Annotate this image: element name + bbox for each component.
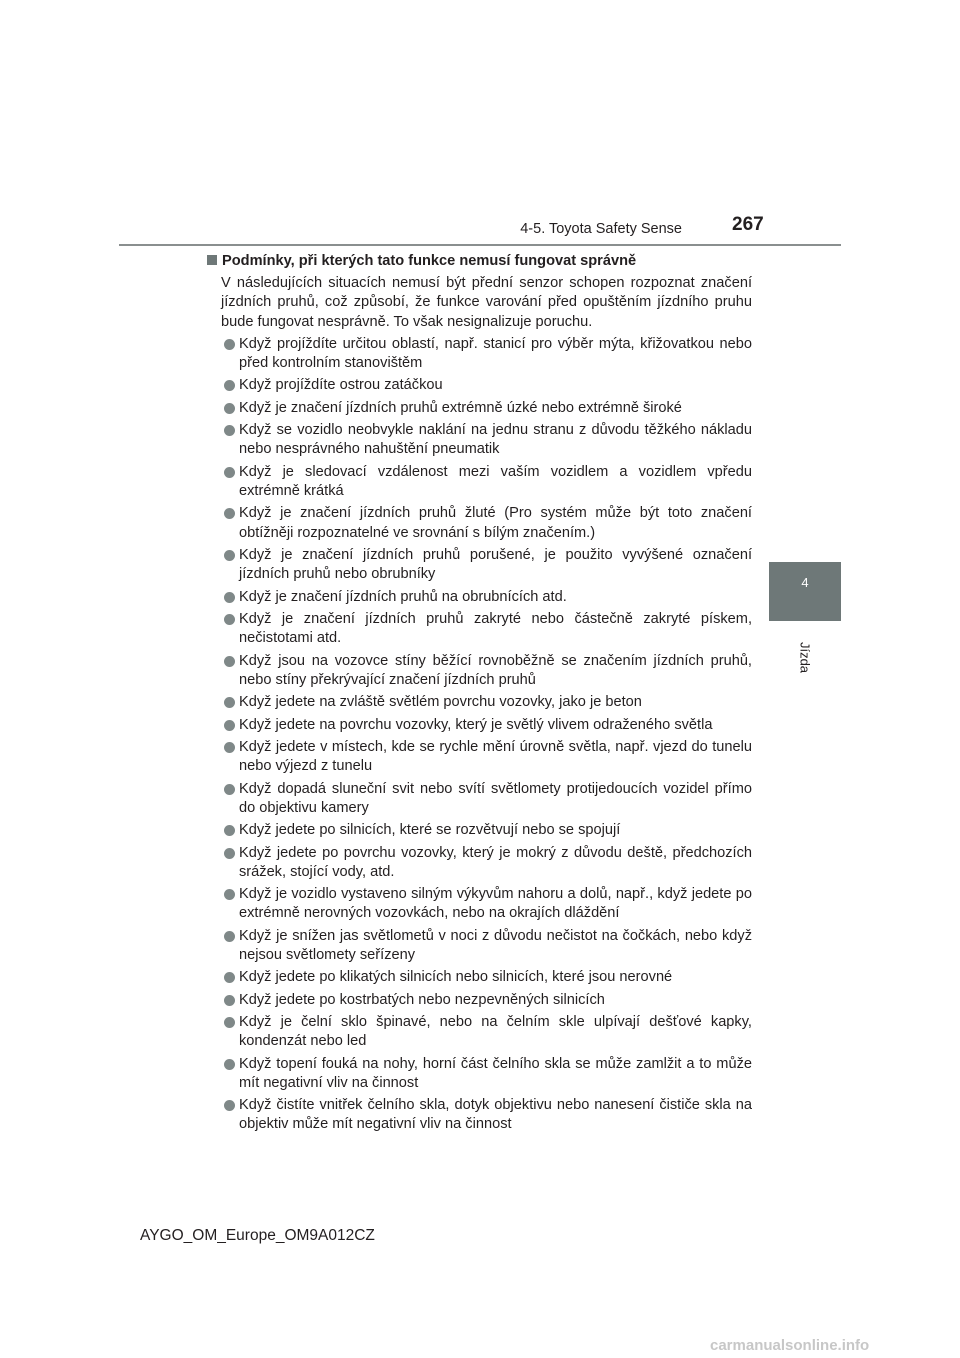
list-item xyxy=(207,504,752,542)
bullet-icon xyxy=(224,889,235,900)
list-item xyxy=(207,335,752,373)
bullet-icon xyxy=(224,403,235,414)
bullet-icon xyxy=(224,656,235,667)
list-item xyxy=(207,693,752,712)
list-item-text: Když jedete po klikatých silnicích nebo silnicích, které jsou nerovné xyxy=(239,969,673,986)
bullet-icon xyxy=(224,550,235,561)
list-item-text: Když jedete na povrchu vozovky, který je světlý vlivem odraženého světla xyxy=(239,716,713,733)
bullet-icon xyxy=(224,467,235,478)
list-item xyxy=(207,738,752,776)
bullet-icon xyxy=(224,825,235,836)
list-item xyxy=(207,844,752,882)
bullet-icon xyxy=(224,972,235,983)
list-item-text: Když jedete na zvláště světlém povrchu vozovky, jako je beton xyxy=(239,694,642,711)
intro-paragraph: V následujících situacích nemusí být přední senzor schopen rozpoznat značení jízdních pruhů, což způsobí, že funkce varování před opuštěním jízdního pruhu bude fungovat nesprávně. To však nesignalizuje poruchu. xyxy=(221,275,752,330)
chapter-tab xyxy=(769,562,841,621)
list-item xyxy=(207,1055,752,1093)
bullet-icon xyxy=(224,742,235,753)
bullet-icon xyxy=(224,592,235,603)
list-item xyxy=(207,588,752,607)
list-item xyxy=(207,421,752,459)
bullet-icon xyxy=(224,339,235,350)
bullet-icon xyxy=(224,425,235,436)
list-item xyxy=(207,716,752,735)
running-header: 4-5. Toyota Safety Sense xyxy=(520,221,682,237)
list-item xyxy=(207,991,752,1010)
list-item-text: Když je značení jízdních pruhů extrémně úzké nebo extrémně široké xyxy=(239,399,682,416)
bullet-icon xyxy=(224,697,235,708)
document-code: AYGO_OM_Europe_OM9A012CZ xyxy=(140,1227,375,1244)
list-item-text: Když jsou na vozovce stíny běžící rovnoběžně se značením jízdních pruhů, nebo stíny překrývající značení jízdních pruhů xyxy=(239,652,752,688)
square-bullet-icon xyxy=(207,255,217,265)
list-item-text: Když projíždíte určitou oblastí, např. stanicí pro výběr mýta, křižovatkou nebo před kontrolním stanovištěm xyxy=(239,335,752,372)
bullet-icon xyxy=(224,995,235,1006)
list-item xyxy=(207,546,752,584)
list-item-text: Když dopadá sluneční svit nebo svítí světlomety protijedoucích vozidel přímo do objektivu kamery xyxy=(239,780,752,816)
list-item xyxy=(207,376,752,395)
list-item xyxy=(207,821,752,840)
watermark: carmanualsonline.info xyxy=(710,1337,870,1354)
bullet-icon xyxy=(224,380,235,391)
list-item-text: Když jedete po silnicích, které se rozvětvují nebo se spojují xyxy=(239,822,621,839)
list-item-text: Když je čelní sklo špinavé, nebo na čelním skle ulpívají dešťové kapky, kondenzát nebo led xyxy=(239,1014,752,1050)
list-item-text: Když je vozidlo vystaveno silným výkyvům nahoru a dolů, např., když jedete po extrémně nerovných vozovkách, nebo na okrajích dláždění xyxy=(239,886,752,922)
list-item xyxy=(207,885,752,923)
list-item xyxy=(207,610,752,648)
bullet-icon xyxy=(224,614,235,625)
list-item-text: Když je značení jízdních pruhů zakryté nebo částečně zakryté pískem, nečistotami atd. xyxy=(239,610,752,647)
condition-list xyxy=(207,335,752,1135)
list-item-text: Když topení fouká na nohy, horní část čelního skla se může zamlžit a to může mít negativní vliv na činnost xyxy=(239,1055,752,1091)
list-item xyxy=(207,927,752,965)
list-item-text: Když jedete v místech, kde se rychle mění úrovně světla, např. vjezd do tunelu nebo výjezd z tunelu xyxy=(239,738,752,775)
list-item-text: Když je sledovací vzdálenost mezi vaším vozidlem a vozidlem vpředu extrémně krátká xyxy=(239,463,752,499)
bullet-icon xyxy=(224,720,235,731)
list-item-text: Když je snížen jas světlometů v noci z důvodu nečistot na čočkách, nebo když nejsou světlomety seřízeny xyxy=(239,927,752,963)
bullet-icon xyxy=(224,784,235,795)
list-item-text: Když je značení jízdních pruhů žluté (Pro systém může být toto značení obtížněji rozpoznatelné ve srovnání s bílým značením.) xyxy=(239,505,752,541)
list-item xyxy=(207,780,752,818)
list-item xyxy=(207,652,752,690)
list-item-text: Když jedete po kostrbatých nebo nezpevněných silnicích xyxy=(239,991,605,1008)
list-item-text: Když jedete po povrchu vozovky, který je mokrý z důvodu deště, předchozích srážek, stojící vody, atd. xyxy=(239,844,752,880)
section-heading xyxy=(207,252,752,271)
chapter-label: Jízda xyxy=(797,641,813,674)
section-heading-text: Podmínky, při kterých tato funkce nemusí fungovat správně xyxy=(222,253,637,269)
header-rule xyxy=(119,244,841,246)
bullet-icon xyxy=(224,1100,235,1111)
bullet-icon xyxy=(224,848,235,859)
bullet-icon xyxy=(224,508,235,519)
list-item-text: Když je značení jízdních pruhů na obrubnících atd. xyxy=(239,588,567,605)
list-item-text: Když je značení jízdních pruhů porušené, je použito vyvýšené označení jízdních pruhů nebo obrubníky xyxy=(239,546,752,583)
bullet-icon xyxy=(224,931,235,942)
list-item-text: Když projíždíte ostrou zatáčkou xyxy=(239,377,443,394)
list-item xyxy=(207,463,752,501)
page-content xyxy=(207,252,752,1138)
bullet-icon xyxy=(224,1059,235,1070)
list-item xyxy=(207,399,752,418)
chapter-number: 4 xyxy=(801,575,809,590)
page-number: 267 xyxy=(732,214,764,235)
list-item-text: Když se vozidlo neobvykle naklání na jednu stranu z důvodu těžkého nákladu nebo nesprávného nahuštění pneumatik xyxy=(239,422,752,458)
list-item xyxy=(207,1013,752,1051)
bullet-icon xyxy=(224,1017,235,1028)
list-item xyxy=(207,968,752,987)
list-item xyxy=(207,1096,752,1134)
list-item-text: Když čistíte vnitřek čelního skla, dotyk objektivu nebo nanesení čističe skla na objektiv může mít negativní vliv na činnost xyxy=(239,1097,752,1133)
